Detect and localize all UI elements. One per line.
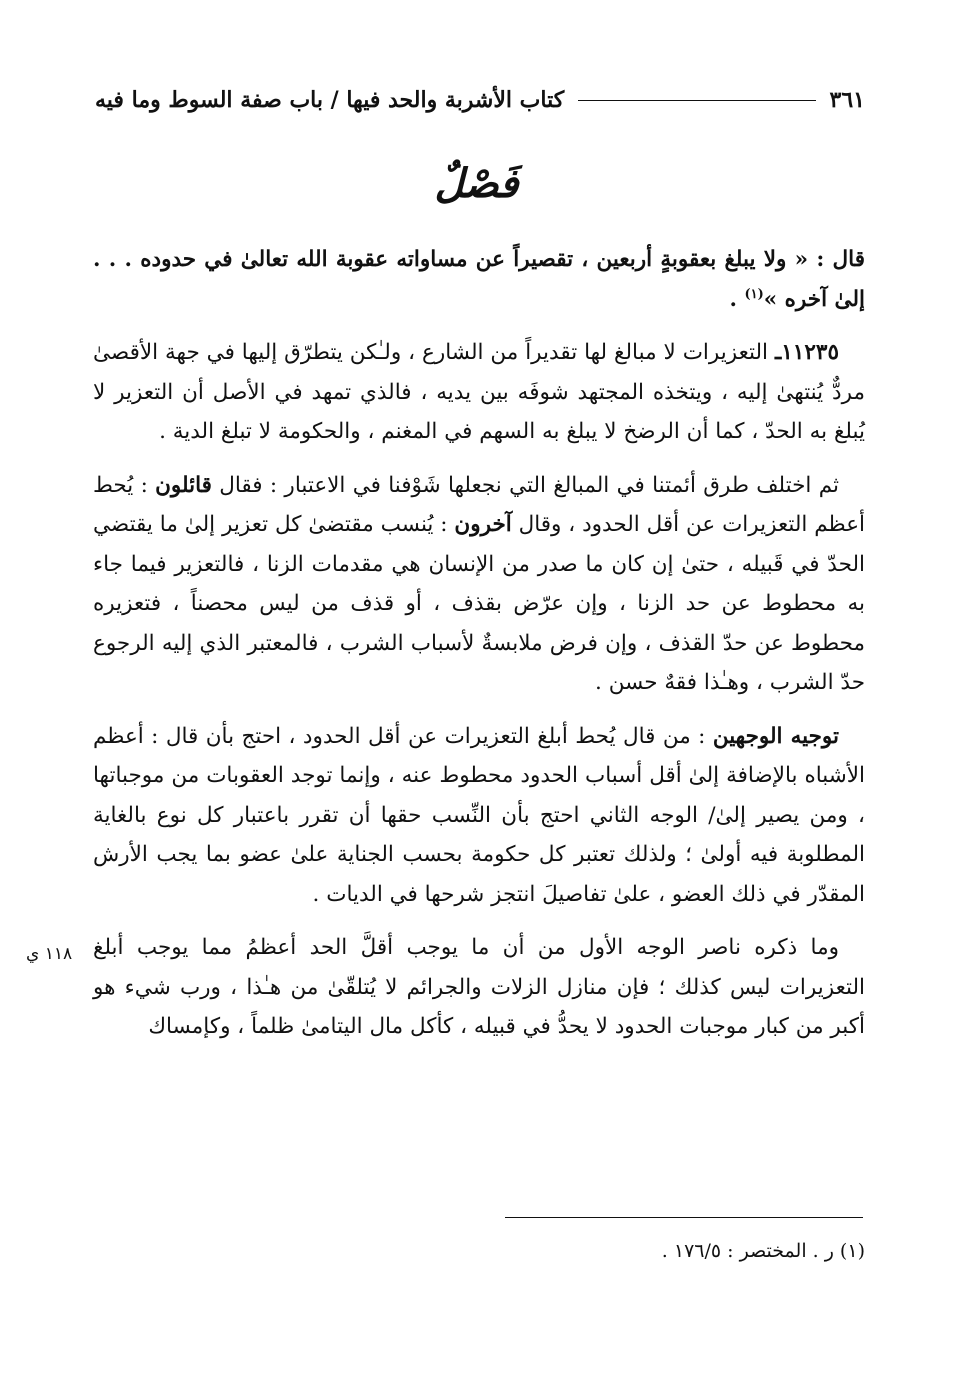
paragraph-rebuttal: [93, 928, 865, 1047]
page-number: ٣٦١: [829, 87, 865, 113]
running-header: [95, 80, 865, 120]
footnote: (١) ر . المختصر : ١٧٦/٥ .: [661, 1240, 865, 1262]
section-heading: [0, 160, 953, 207]
quote-tail: .: [729, 286, 745, 312]
margin-folio-note: ١١٨ ي: [26, 944, 73, 964]
paragraph-text: : من قال يُحط أبلغ التعزيرات عن أقل الحدود ، احتج بأن قال : أعظم الأشباه بالإضافة إلىٰ أقل أسباب الحدود محطوط عنه ، وإنما توجد العقوبات من موجباتها ، ومن يصير إلىٰ/ الوجه الثاني احتج بأن النِّسب حقها أن تقرر باعتبار كل نوع بالغاية المطلوبة فيه أولىٰ ؛ ولذلك تعتبر كل حكومة بحسب الجناية علىٰ عضو بما يجب الأرش المقدّر في ذلك العضو ، علىٰ تفاصيلَ انتجز شرحها في الديات .: [93, 723, 865, 907]
header-rule: [578, 100, 815, 101]
paragraph-text: : يُنسب مقتضىٰ كل تعزير إلىٰ ما يقتضي الحدّ في قَبيله ، حتىٰ إن كان ما صدر من الإنسان هي مقدمات الزنا ، فالتعزير فيما جاء به محطوط عن حد الزنا ، وإن عرّض بقذف ، أو قذف من ليس محصناً ، فتعزيره محطوط عن حدّ القذف ، وإن فرض ملابسةٌ لأسباب الشرب ، فالمعتبر الذي إليه الرجوع حدّ الشرب ، وهـٰذا فقهٌ حسن .: [93, 512, 865, 695]
paragraph-text: : يُحط أعظم التعزيرات عن أقل الحدود ، وقال: [93, 472, 865, 537]
paragraph-lead-term: توجيه الوجهين: [712, 723, 839, 749]
paragraph-text: التعزيرات لا مبالغ لها تقديراً من الشارع ، ولـٰكن يتطرّق إليها في جهة الأقصىٰ مردٌّ يُنتهىٰ إليه ، ويتخذه المجتهد شوفَه بين يديه ، فالذي تمهد في الأصل أن التعزير لا يُبلغ به الحدّ ، كما أن الرضخ لا يبلغ به السهم في المغنم ، والحكومة لا تبلغ الدية .: [93, 340, 865, 444]
bold-term-qailun: قائلون: [155, 472, 212, 498]
section-heading-text: فَصْلٌ: [434, 160, 519, 207]
body-text: [93, 240, 865, 1061]
paragraph-text: ثم اختلف طرق أئمتنا في المبالغ التي نجعلها شَوْفنا في الاعتبار : فقال: [211, 472, 839, 498]
paragraph-opinions: [93, 466, 865, 703]
paragraph-two-views: [93, 717, 865, 915]
quoted-statement: [93, 240, 865, 319]
quote-text: قال : « ولا يبلغ بعقوبةٍ أربعين ، تقصيراً عن مساواته عقوبة الله تعالىٰ في حدوده . . . إلىٰ آخره »: [93, 247, 865, 312]
running-title: كتاب الأشربة والحد فيها / باب صفة السوط وما فيه: [95, 87, 565, 113]
footnote-ref: (١): [744, 286, 764, 302]
paragraph-text: وما ذكره ناصر الوجه الأول من أن ما يوجب أقلَّ الحد أعظمُ مما يوجب أبلغ التعزيرات ليس كذلك ؛ فإن منازل الزلات والجرائم لا يُتلقّىٰ من هـٰذا ، ورب شيء هو أكبر من كبار موجبات الحدود لا يحدُّ في قبيله ، كأكل مال اليتامىٰ ظلماً ، وكإمساك: [93, 935, 865, 1039]
paragraph-number: ١١٢٣٥ـ: [774, 340, 839, 365]
bold-term-akharun: آخرون: [454, 512, 512, 537]
paragraph-11235: [93, 333, 865, 452]
footnote-separator: [505, 1217, 863, 1218]
